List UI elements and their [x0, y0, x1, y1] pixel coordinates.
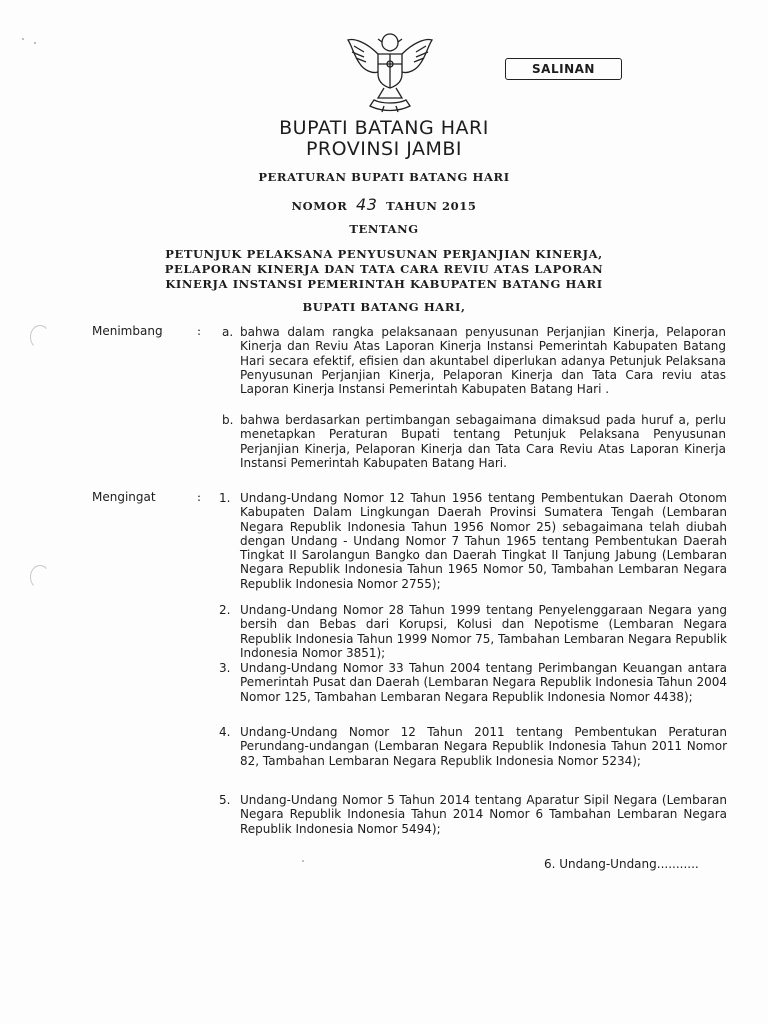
heading-province: PROVINSI JAMBI [305, 138, 463, 160]
scan-speck [302, 860, 304, 862]
continuation-catchword: 6. Undang-Undang........... [544, 857, 699, 871]
regulation-title [0, 247, 768, 292]
mengingat-colon: : [197, 490, 202, 504]
number-handwritten: 43 [356, 195, 378, 214]
mengingat-marker-3: 3. [219, 661, 231, 675]
garuda-emblem-icon [344, 28, 436, 114]
scan-speck [22, 38, 24, 40]
mengingat-marker-1: 1. [219, 491, 231, 505]
number-suffix: TAHUN 2015 [386, 199, 477, 213]
title-line-1: PETUNJUK PELAKSANA PENYUSUNAN PERJANJIAN KINERJA, [165, 247, 603, 261]
mengingat-item-4: Undang-Undang Nomor 12 Tahun 2011 tentang Pembentukan Peraturan Perundang-undangan (Lembaran Negara Republik Indonesia Tahun 2011 Nomor 82, Tambahan Lembaran Negara Republik Indonesia Nomor 5234); [240, 725, 727, 768]
mengingat-item-3: Undang-Undang Nomor 33 Tahun 2004 tentang Perimbangan Keuangan antara Pemerintah Pusat dan Daerah (Lembaran Negara Republik Indonesia Tahun 2004 Nomor 125, Tambahan Lembaran Negara Republik Indonesia Nomor 4438); [240, 661, 727, 704]
number-prefix: NOMOR [291, 199, 348, 213]
punch-hole-mark [30, 325, 50, 349]
mengingat-item-5: Undang-Undang Nomor 5 Tahun 2014 tentang Aparatur Sipil Negara (Lembaran Negara Republik Indonesia Tahun 2014 Nomor 6 Tambahan Lembaran Negara Republik Indonesia Nomor 5494); [240, 793, 727, 836]
menimbang-marker-b: b. [222, 413, 234, 427]
title-line-2: PELAPORAN KINERJA DAN TATA CARA REVIU ATAS LAPORAN [164, 262, 604, 276]
scan-speck [34, 42, 36, 44]
mengingat-item-1: Undang-Undang Nomor 12 Tahun 1956 tentang Pembentukan Daerah Otonom Kabupaten Dalam Lingkungan Daerah Provinsi Sumatera Tengah (Lembaran Negara Republik Indonesia Tahun 1956 Nomor 25) sebagaimana telah diubah dengan Undang - Undang Nomor 7 Tahun 1965 tentang Pembentukan Daerah Tingkat II Sarolangun Bangko dan Daerah Tingkat II Tanjung Jabung (Lembaran Negara Republik Indonesia Tahun 1965 Nomor 50, Tambahan Lembaran Negara Republik Indonesia Nomor 2755); [240, 491, 727, 591]
mengingat-marker-4: 4. [219, 725, 231, 739]
menimbang-marker-a: a. [222, 325, 234, 339]
regulation-type: PERATURAN BUPATI BATANG HARI [258, 170, 510, 184]
menimbang-colon: : [197, 324, 202, 338]
menimbang-label: Menimbang [92, 324, 163, 338]
menimbang-item-b: bahwa berdasarkan pertimbangan sebagaimana dimaksud pada huruf a, perlu menetapkan Peraturan Bupati tentang Petunjuk Pelaksana Penyusunan Perjanjian Kinerja, Pelaporan Kinerja dan Tata Cara Reviu Atas Laporan Kinerja Instansi Pemerintah Kabupaten Batang Hari. [240, 413, 726, 470]
mengingat-marker-2: 2. [219, 603, 231, 617]
salinan-stamp: SALINAN [505, 58, 622, 80]
menimbang-item-a: bahwa dalam rangka pelaksanaan penyusunan Perjanjian Kinerja, Pelaporan Kinerja dan Reviu Atas Laporan Kinerja Instansi Pemerintah Kabupaten Batang Hari secara efektif, efisien dan akuntabel diperlukan adanya Petunjuk Pelaksana Penyusunan Perjanjian Kinerja, Pelaporan Kinerja dan Tata Cara reviu atas Laporan Kinerja Instansi Pemerintah Kabupaten Batang Hari . [240, 325, 726, 397]
issuer: BUPATI BATANG HARI, [302, 300, 466, 314]
mengingat-label: Mengingat [92, 490, 156, 504]
punch-hole-mark [30, 565, 50, 589]
regulation-number [0, 195, 768, 214]
heading-regent: BUPATI BATANG HARI [279, 117, 489, 139]
about-label: TENTANG [349, 222, 419, 236]
mengingat-marker-5: 5. [219, 793, 231, 807]
mengingat-item-2: Undang-Undang Nomor 28 Tahun 1999 tentang Penyelenggaraan Negara yang bersih dan Bebas dari Korupsi, Kolusi dan Nepotisme (Lembaran Negara Republik Indonesia Tahun 1999 Nomor 75, Tambahan Lembaran Negara Republik Indonesia Nomor 3851); [240, 603, 728, 660]
title-line-3: KINERJA INSTANSI PEMERINTAH KABUPATEN BATANG HARI [165, 277, 603, 291]
